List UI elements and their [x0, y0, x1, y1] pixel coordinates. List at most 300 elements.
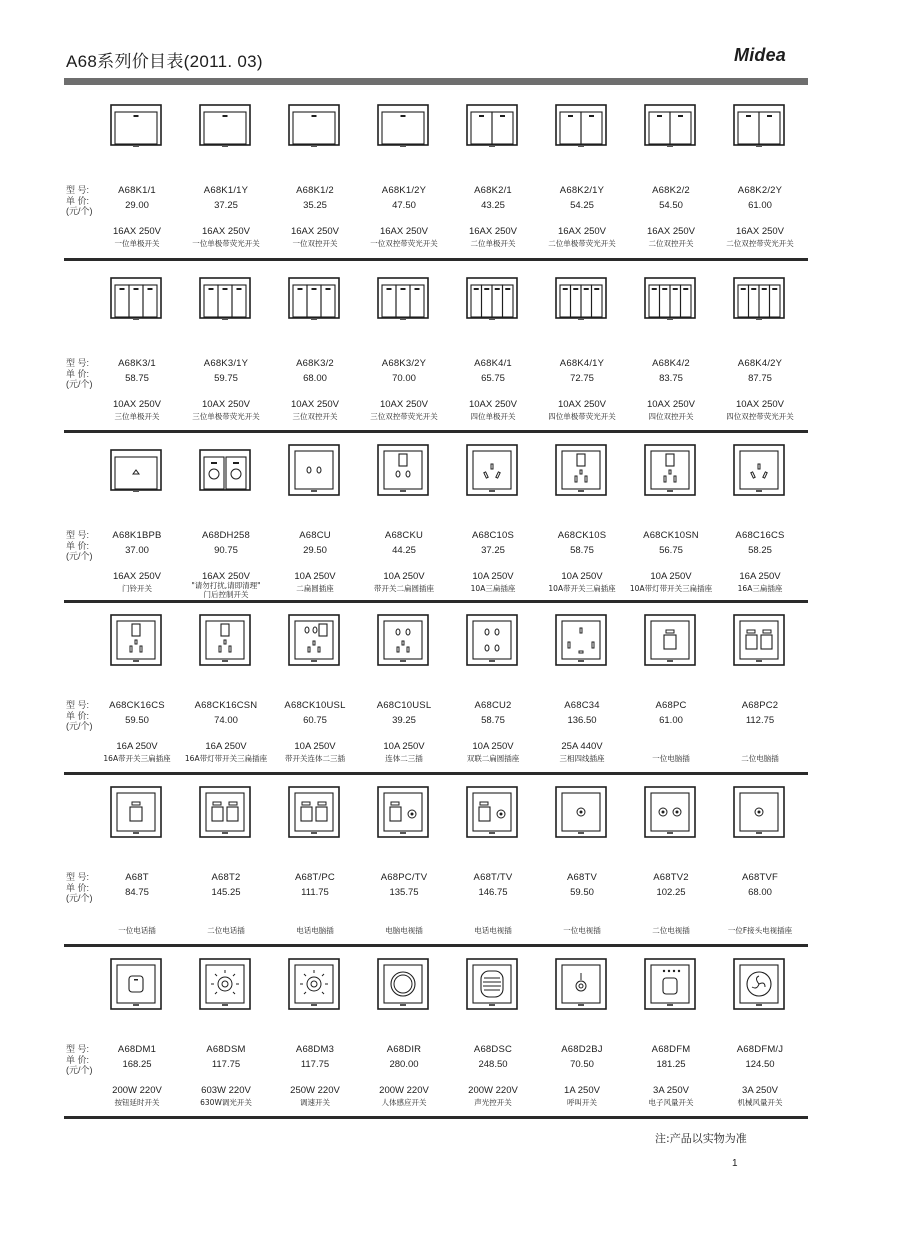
product-cell — [182, 610, 270, 770]
unit-label: (元/个) — [66, 551, 93, 561]
product-cell — [360, 782, 448, 942]
product-description — [354, 1098, 454, 1107]
data-2port-icon — [733, 614, 785, 666]
tv-1-icon — [733, 786, 785, 838]
description-line: 门铃开关 — [122, 584, 152, 593]
product-code: A68CKU — [384, 530, 424, 541]
product-price: 58.75 — [570, 545, 594, 556]
description-line: 四位双控开关 — [648, 412, 694, 421]
description-line: 二位双控开关 — [648, 239, 694, 248]
product-cell — [271, 782, 359, 942]
product-rating: 16AX 250V — [201, 571, 251, 582]
price-label: 单 价: — [66, 710, 90, 721]
product-rating: 16AX 250V — [557, 226, 607, 237]
product-rating: 16AX 250V — [112, 571, 162, 582]
product-cell — [538, 954, 626, 1114]
row-labels — [66, 358, 93, 390]
product-code: A68K2/1 — [474, 185, 512, 196]
product-description — [710, 412, 810, 421]
switch-4gang-icon — [555, 272, 607, 324]
description-line: 二位电话插 — [207, 926, 245, 935]
product-description — [443, 412, 543, 421]
product-description — [87, 239, 187, 248]
switch-1gang-icon — [377, 99, 429, 151]
description-line: 10A三扁插座 — [470, 584, 516, 593]
product-cell — [449, 782, 537, 942]
product-price: 136.50 — [567, 715, 597, 726]
product-rating: 10AX 250V — [379, 399, 429, 410]
footnote: 注:产品以实物为准 — [655, 1132, 747, 1145]
product-cell — [449, 268, 537, 428]
product-cell — [271, 95, 359, 255]
product-rating: 10AX 250V — [735, 399, 785, 410]
row-separator — [64, 772, 808, 775]
product-price: 61.00 — [659, 715, 683, 726]
product-description — [354, 412, 454, 421]
description-line: 16A带开关三扁插座 — [103, 754, 171, 763]
product-description — [354, 239, 454, 248]
product-code: A68K4/1Y — [559, 358, 605, 369]
socket-switch-3pin-icon — [199, 614, 251, 666]
product-price: 112.75 — [745, 715, 775, 726]
switch-2gang-icon — [466, 99, 518, 151]
product-cell — [449, 954, 537, 1114]
product-code: A68DM3 — [295, 1044, 335, 1055]
product-cell — [449, 95, 537, 255]
product-description — [710, 1098, 810, 1107]
product-code: A68DH258 — [201, 530, 251, 541]
description-line: 一位电脑插 — [652, 754, 690, 763]
product-rating: 10A 250V — [294, 741, 336, 752]
data-2port-icon — [199, 786, 251, 838]
product-cell — [360, 95, 448, 255]
description-line: 一位电视插 — [563, 926, 601, 935]
product-cell — [93, 782, 181, 942]
row-labels — [66, 700, 93, 732]
product-description — [443, 584, 543, 593]
product-cell — [538, 268, 626, 428]
product-price: 280.00 — [389, 1059, 419, 1070]
description-line: 三位单极带荧光开关 — [192, 412, 260, 421]
tv-2-icon — [644, 786, 696, 838]
product-code: A68DSM — [206, 1044, 246, 1055]
product-price: 90.75 — [214, 545, 238, 556]
product-rating: 10AX 250V — [646, 399, 696, 410]
product-cell — [271, 268, 359, 428]
product-code: A68K3/2Y — [381, 358, 427, 369]
product-description — [710, 754, 810, 763]
description-line: 一位电话插 — [118, 926, 156, 935]
product-price: 135.75 — [389, 887, 419, 898]
product-cell — [93, 610, 181, 770]
product-rating: 10A 250V — [561, 571, 603, 582]
product-code: A68DFM/J — [736, 1044, 784, 1055]
description-line: 三相四线插座 — [559, 754, 605, 763]
product-price: 68.00 — [303, 373, 327, 384]
product-price: 117.75 — [300, 1059, 330, 1070]
product-description — [532, 754, 632, 763]
product-description — [176, 926, 276, 935]
product-cell — [182, 440, 270, 600]
product-rating: 10A 250V — [650, 571, 692, 582]
product-rating: 25A 440V — [561, 741, 603, 752]
product-rating: 10AX 250V — [468, 399, 518, 410]
product-code: A68K4/2Y — [737, 358, 783, 369]
model-label: 型 号: — [66, 185, 90, 195]
row-labels — [66, 872, 93, 904]
doorbell-switch-icon — [110, 444, 162, 496]
switch-2gang-icon — [733, 99, 785, 151]
description-line: "请勿打扰,请即清理" — [191, 581, 261, 590]
product-price: 43.25 — [481, 200, 505, 211]
product-code: A68T — [125, 872, 149, 883]
product-price: 59.50 — [570, 887, 594, 898]
product-cell — [449, 440, 537, 600]
product-rating: 16AX 250V — [201, 226, 251, 237]
switch-4gang-icon — [644, 272, 696, 324]
product-price: 87.75 — [748, 373, 772, 384]
product-description — [621, 754, 721, 763]
description-line: 电子风量开关 — [648, 1098, 694, 1107]
product-rating: 10AX 250V — [112, 399, 162, 410]
product-description — [532, 584, 632, 593]
product-rating: 10A 250V — [383, 741, 425, 752]
product-cell — [271, 954, 359, 1114]
product-cell — [538, 610, 626, 770]
product-cell — [93, 954, 181, 1114]
product-description — [532, 1098, 632, 1107]
product-price: 70.00 — [392, 373, 416, 384]
description-line: 二位单极开关 — [470, 239, 516, 248]
description-line: 10A带灯带开关三扁插座 — [629, 584, 713, 593]
row-labels — [66, 185, 93, 217]
product-price: 84.75 — [125, 887, 149, 898]
midea-logo: Midea — [734, 45, 787, 65]
product-price: 145.25 — [211, 887, 241, 898]
description-line: 呼叫开关 — [567, 1098, 597, 1107]
product-rating: 1A 250V — [564, 1085, 600, 1096]
switch-2gang-icon — [555, 99, 607, 151]
fan-mechanical-icon — [733, 958, 785, 1010]
product-price: 35.25 — [303, 200, 327, 211]
product-price: 59.75 — [214, 373, 238, 384]
product-code: A68PC2 — [741, 700, 779, 711]
product-price: 68.00 — [748, 887, 772, 898]
product-description — [443, 1098, 543, 1107]
product-rating: 10A 250V — [383, 571, 425, 582]
product-price: 47.50 — [392, 200, 416, 211]
product-rating: 3A 250V — [742, 1085, 778, 1096]
product-cell — [538, 782, 626, 942]
product-code: A68K1/2 — [296, 185, 334, 196]
sound-sensor-icon — [466, 958, 518, 1010]
row-labels — [66, 530, 93, 562]
row-separator — [64, 944, 808, 947]
product-price: 146.75 — [478, 887, 508, 898]
switch-1gang-icon — [110, 99, 162, 151]
description-line: 电话电视插 — [474, 926, 512, 935]
product-price: 61.00 — [748, 200, 772, 211]
product-description — [443, 754, 543, 763]
product-cell — [360, 954, 448, 1114]
description-line: 二扁圆插座 — [296, 584, 334, 593]
price-label: 单 价: — [66, 882, 90, 893]
description-line: 三位双控开关 — [292, 412, 338, 421]
product-description — [265, 412, 365, 421]
product-code: A68PC — [655, 700, 687, 711]
socket-switch-5pin-icon — [377, 444, 429, 496]
product-price: 37.25 — [214, 200, 238, 211]
product-price: 74.00 — [214, 715, 238, 726]
product-price: 168.25 — [122, 1059, 152, 1070]
product-code: A68DFM — [651, 1044, 691, 1055]
socket-switch-3pin-icon — [644, 444, 696, 496]
switch-3gang-icon — [377, 272, 429, 324]
product-code: A68K1/2Y — [381, 185, 427, 196]
product-cell — [716, 268, 804, 428]
product-rating: 10A 250V — [472, 571, 514, 582]
product-price: 54.50 — [659, 200, 683, 211]
switch-1gang-icon — [199, 99, 251, 151]
product-description — [621, 412, 721, 421]
product-cell — [627, 782, 715, 942]
product-rating: 10AX 250V — [290, 399, 340, 410]
description-line: 人体感应开关 — [381, 1098, 427, 1107]
product-price: 58.25 — [748, 545, 772, 556]
product-cell — [627, 440, 715, 600]
product-code: A68CK10USL — [284, 700, 346, 711]
product-code: A68CK10SN — [643, 530, 699, 541]
description-line: 四位单极带荧光开关 — [548, 412, 616, 421]
product-code: A68CK16CSN — [194, 700, 258, 711]
product-description — [354, 754, 454, 763]
product-description — [87, 412, 187, 421]
product-description — [354, 584, 454, 593]
product-code: A68TVF — [741, 872, 779, 883]
product-code: A68DM1 — [117, 1044, 157, 1055]
product-description — [87, 926, 187, 935]
product-code: A68TV — [566, 872, 598, 883]
product-price: 83.75 — [659, 373, 683, 384]
description-line: 一位单极开关 — [114, 239, 160, 248]
description-line: 一位单极带荧光开关 — [192, 239, 260, 248]
model-label: 型 号: — [66, 358, 90, 368]
product-code: A68T/TV — [473, 872, 513, 883]
page-number: 1 — [732, 1158, 738, 1169]
product-cell — [271, 440, 359, 600]
description-line: 二位电视插 — [652, 926, 690, 935]
product-description — [532, 926, 632, 935]
product-code: A68C34 — [564, 700, 600, 711]
socket-combo-usl-icon — [288, 614, 340, 666]
fan-electronic-icon — [644, 958, 696, 1010]
dimmer-icon — [288, 958, 340, 1010]
product-description — [443, 926, 543, 935]
product-cell — [538, 440, 626, 600]
product-price: 65.75 — [481, 373, 505, 384]
socket-5pin-icon — [377, 614, 429, 666]
product-description — [265, 584, 365, 593]
pir-sensor-icon — [377, 958, 429, 1010]
product-description — [265, 239, 365, 248]
product-rating: 16AX 250V — [379, 226, 429, 237]
row-separator — [64, 258, 808, 261]
product-description — [265, 1098, 365, 1107]
product-description — [621, 926, 721, 935]
product-description — [176, 239, 276, 248]
product-code: A68CU2 — [474, 700, 512, 711]
product-description — [265, 754, 365, 763]
product-code: A68K2/1Y — [559, 185, 605, 196]
description-line: 电话电脑插 — [296, 926, 334, 935]
product-cell — [182, 782, 270, 942]
product-description — [176, 754, 276, 763]
product-description — [354, 926, 454, 935]
product-price: 54.25 — [570, 200, 594, 211]
product-rating: 16A 250V — [116, 741, 158, 752]
product-price: 44.25 — [392, 545, 416, 556]
product-description — [176, 412, 276, 421]
product-description — [532, 412, 632, 421]
product-code: A68C10USL — [376, 700, 432, 711]
description-line: 三位单极开关 — [114, 412, 160, 421]
product-description — [176, 581, 276, 599]
product-code: A68K4/1 — [474, 358, 512, 369]
product-price: 60.75 — [303, 715, 327, 726]
product-description — [265, 926, 365, 935]
product-description — [87, 754, 187, 763]
product-code: A68K3/1 — [118, 358, 156, 369]
product-cell — [93, 440, 181, 600]
product-cell — [716, 782, 804, 942]
product-rating: 200W 220V — [379, 1085, 429, 1096]
product-rating: 10AX 250V — [557, 399, 607, 410]
product-price: 70.50 — [570, 1059, 594, 1070]
header-bar — [64, 78, 808, 85]
unit-label: (元/个) — [66, 206, 93, 216]
description-line: 一位双控带荧光开关 — [370, 239, 438, 248]
product-cell — [360, 268, 448, 428]
description-line: 二位单极带荧光开关 — [548, 239, 616, 248]
product-code: A68K1BPB — [112, 530, 162, 541]
dimmer-icon — [199, 958, 251, 1010]
product-code: A68K1/1Y — [203, 185, 249, 196]
product-code: A68C10S — [471, 530, 515, 541]
product-code: A68D2BJ — [561, 1044, 603, 1055]
product-code: A68C16CS — [735, 530, 785, 541]
product-cell — [627, 610, 715, 770]
product-cell — [449, 610, 537, 770]
unit-label: (元/个) — [66, 893, 93, 903]
product-code: A68K3/2 — [296, 358, 334, 369]
socket-double-2pin-icon — [466, 614, 518, 666]
product-price: 248.50 — [478, 1059, 508, 1070]
product-cell — [627, 954, 715, 1114]
product-cell — [716, 610, 804, 770]
socket-switch-3pin-icon — [555, 444, 607, 496]
data-1port-icon — [644, 614, 696, 666]
product-cell — [716, 95, 804, 255]
product-rating: 16AX 250V — [290, 226, 340, 237]
product-price: 124.50 — [745, 1059, 775, 1070]
product-code: A68CU — [299, 530, 331, 541]
data-1port-icon — [110, 786, 162, 838]
description-line: 带开关二扁圆插座 — [374, 584, 434, 593]
product-cell — [93, 268, 181, 428]
product-price: 37.00 — [125, 545, 149, 556]
switch-3gang-icon — [288, 272, 340, 324]
product-price: 56.75 — [659, 545, 683, 556]
description-line: 一位双控开关 — [292, 239, 338, 248]
product-cell — [271, 610, 359, 770]
product-description — [176, 1098, 276, 1107]
product-rating: 250W 220V — [290, 1085, 340, 1096]
product-description — [443, 239, 543, 248]
push-button-icon — [110, 958, 162, 1010]
description-line: 10A带开关三扁插座 — [548, 584, 616, 593]
socket-4pin-icon — [555, 614, 607, 666]
product-rating: 16AX 250V — [112, 226, 162, 237]
product-cell — [538, 95, 626, 255]
product-rating: 16A 250V — [739, 571, 781, 582]
socket-2pin-icon — [288, 444, 340, 496]
socket-switch-3pin-icon — [110, 614, 162, 666]
dnd-switch-icon — [199, 444, 251, 496]
product-price: 181.25 — [656, 1059, 686, 1070]
product-rating: 16AX 250V — [735, 226, 785, 237]
row-separator — [64, 430, 808, 433]
model-label: 型 号: — [66, 1044, 90, 1054]
product-rating: 16AX 250V — [646, 226, 696, 237]
product-rating: 16A 250V — [205, 741, 247, 752]
model-label: 型 号: — [66, 530, 90, 540]
product-price: 59.50 — [125, 715, 149, 726]
description-line: 连体二三插 — [385, 754, 423, 763]
unit-label: (元/个) — [66, 1065, 93, 1075]
socket-3pin-icon — [466, 444, 518, 496]
product-rating: 3A 250V — [653, 1085, 689, 1096]
product-cell — [716, 954, 804, 1114]
description-line: 16A三扁插座 — [737, 584, 783, 593]
description-line: 二位双控带荧光开关 — [726, 239, 794, 248]
description-line: 电脑电视插 — [385, 926, 423, 935]
price-label: 单 价: — [66, 1054, 90, 1065]
product-rating: 10A 250V — [472, 741, 514, 752]
page-title: A68系列价目表(2011. 03) — [66, 52, 263, 71]
tv-1-icon — [555, 786, 607, 838]
call-switch-icon — [555, 958, 607, 1010]
row-labels — [66, 1044, 93, 1076]
description-line: 按钮延时开关 — [114, 1098, 160, 1107]
product-price: 111.75 — [301, 887, 329, 898]
product-code: A68T2 — [211, 872, 241, 883]
product-code: A68TV2 — [653, 872, 689, 883]
product-code: A68DSC — [473, 1044, 513, 1055]
product-cell — [93, 95, 181, 255]
product-rating: 10AX 250V — [201, 399, 251, 410]
description-line: 四位单极开关 — [470, 412, 516, 421]
socket-3pin-icon — [733, 444, 785, 496]
product-description — [621, 584, 721, 593]
description-line: 16A带灯带开关三扁插座 — [184, 754, 268, 763]
row-separator — [64, 600, 808, 603]
product-description — [621, 239, 721, 248]
product-cell — [182, 95, 270, 255]
product-code: A68K2/2 — [652, 185, 690, 196]
description-line: 机械风量开关 — [737, 1098, 783, 1107]
product-price: 72.75 — [570, 373, 594, 384]
product-code: A68K2/2Y — [737, 185, 783, 196]
